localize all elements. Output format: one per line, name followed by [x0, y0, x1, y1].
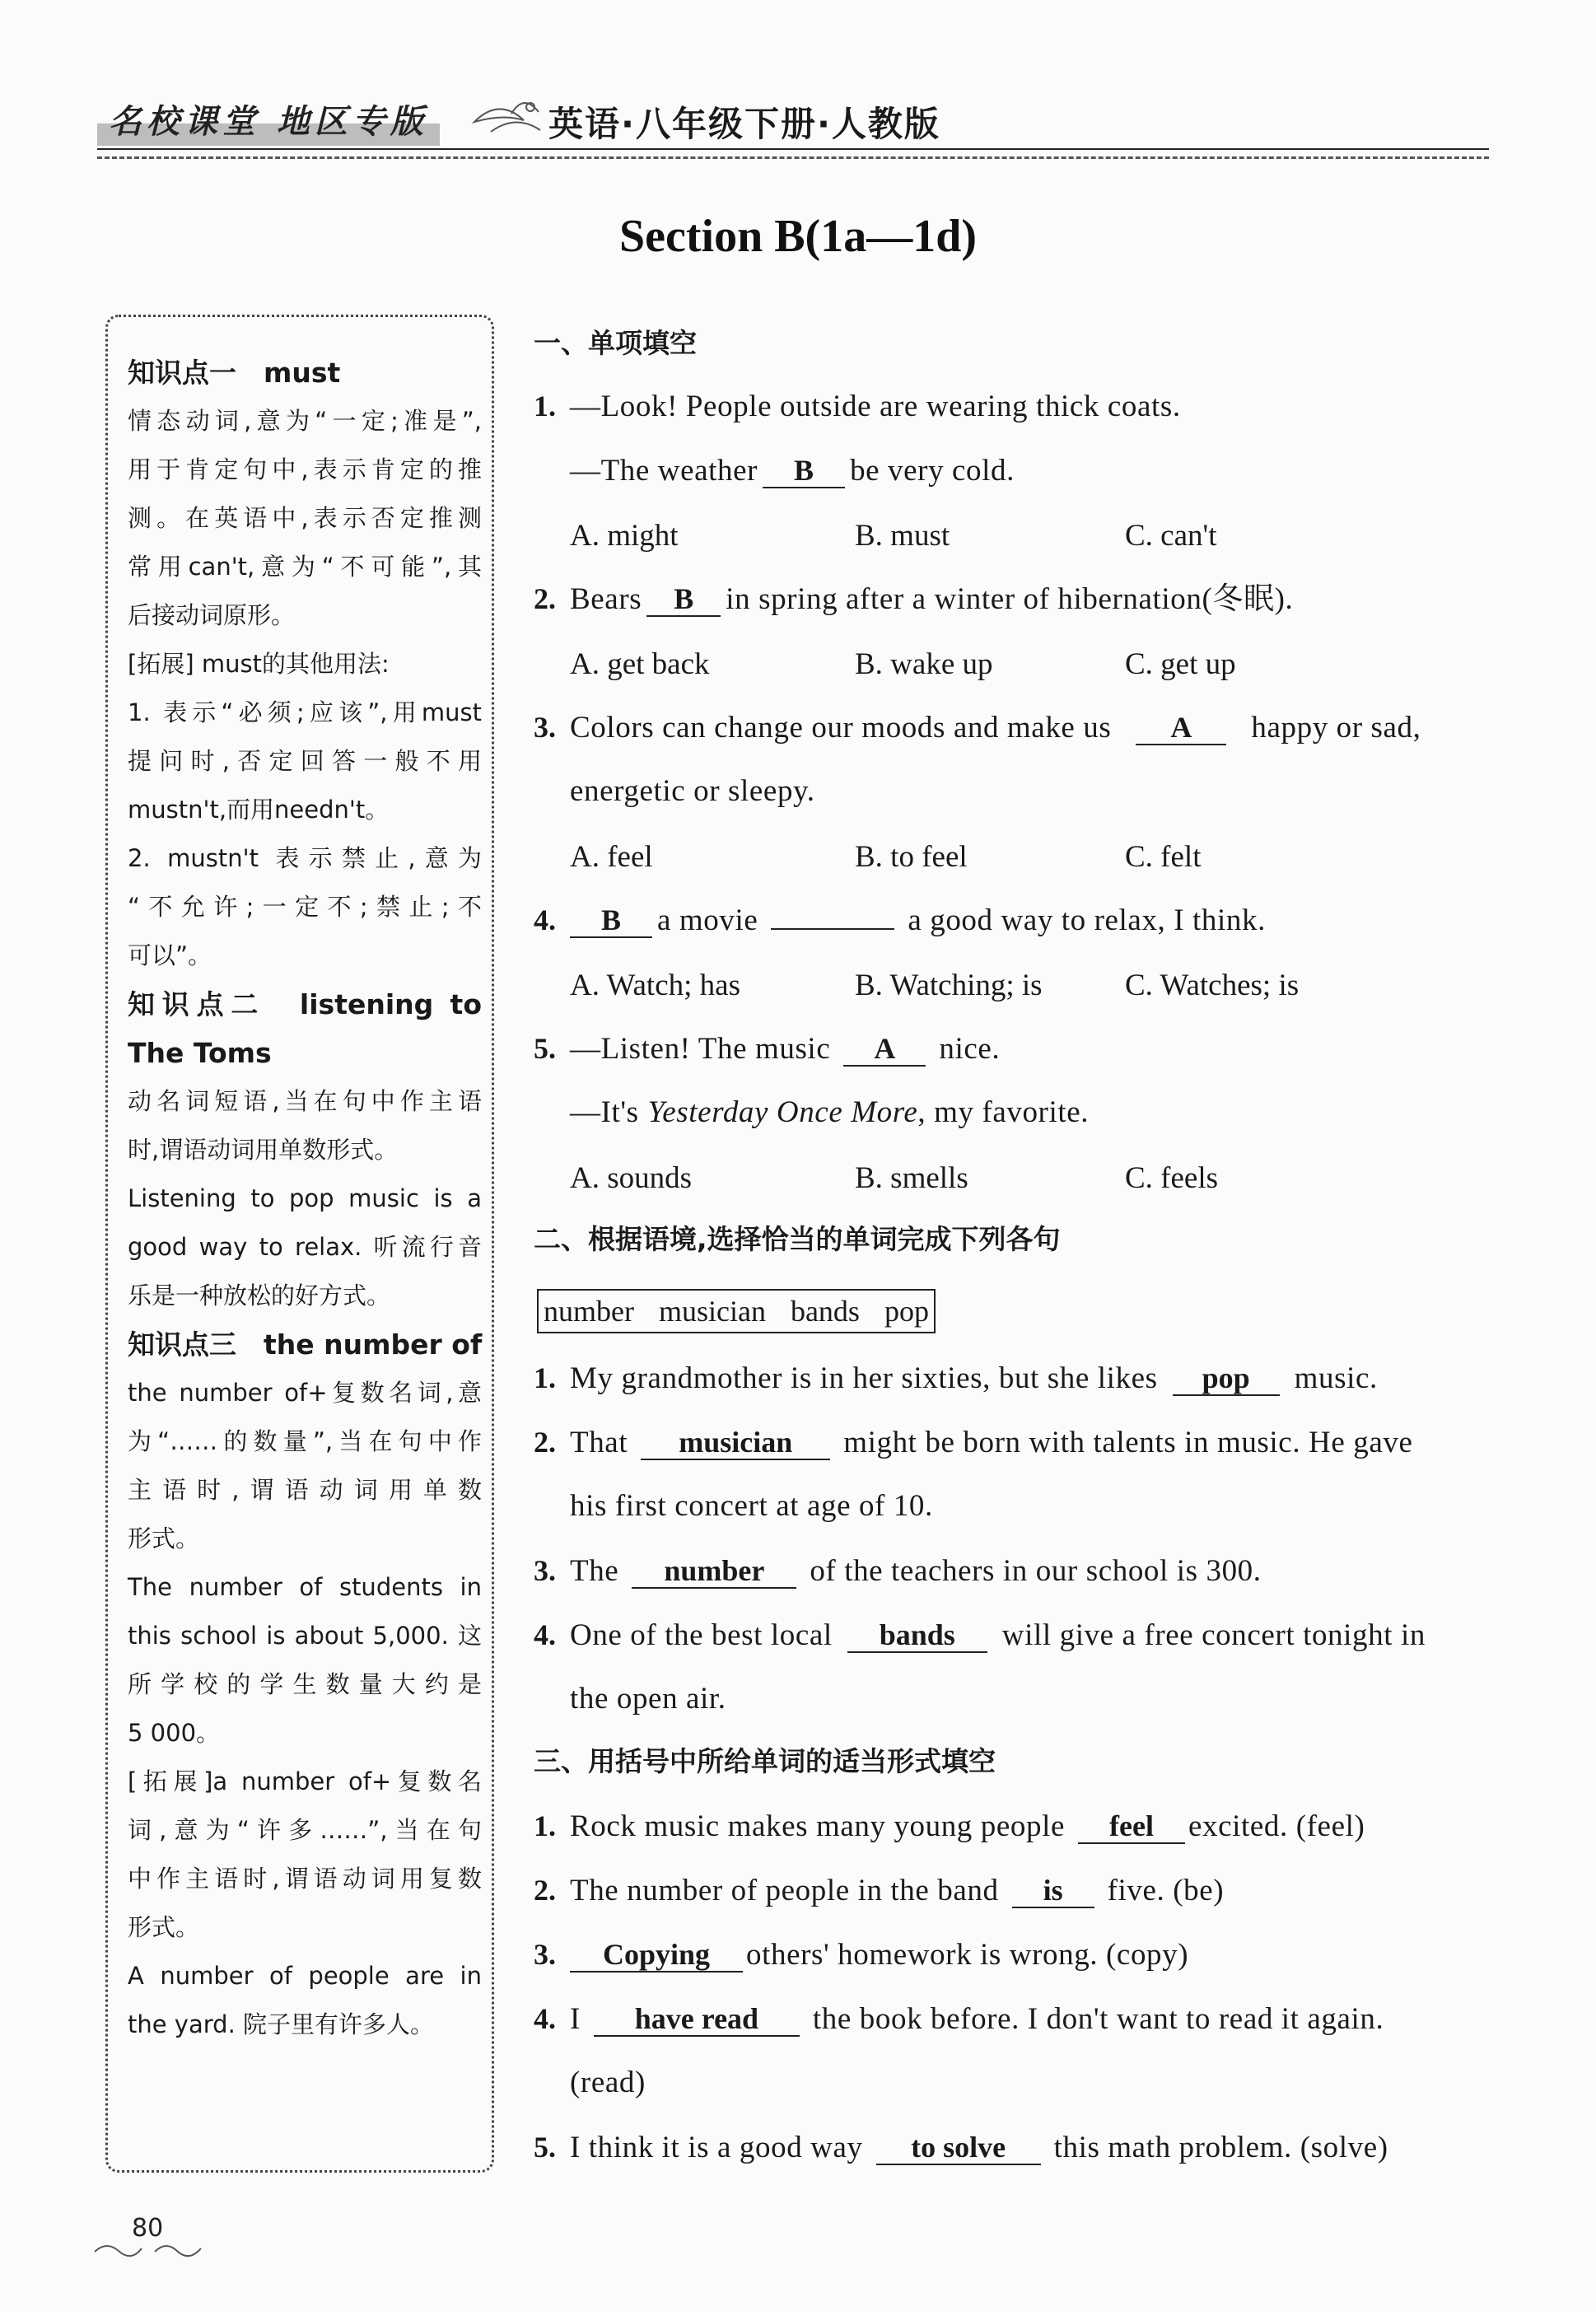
question [534, 2131, 1388, 2165]
series-name: 名校课堂 地区专版 [97, 96, 440, 146]
sidebar-line: 时,谓语动词用单数形式。 [128, 1136, 399, 1164]
option: B. must [855, 519, 950, 553]
option: B. wake up [855, 647, 993, 681]
question-text: Rock music makes many young people [570, 1809, 1065, 1843]
question [534, 1874, 1224, 1908]
question [534, 1032, 1000, 1067]
question-number: 1. [534, 390, 556, 423]
question-number: 2. [534, 1874, 556, 1907]
question-text: a movie [657, 903, 758, 937]
sidebar-line: 知识点二 listening to [128, 988, 482, 1020]
question [534, 582, 1293, 617]
question-line [534, 775, 815, 808]
sidebar-line: [拓展] must的其他用法: [128, 650, 390, 678]
sidebar-line: the yard. 院子里有许多人。 [128, 2010, 435, 2038]
option: A. get back [570, 647, 710, 681]
sidebar-line: 2. mustn't 表示禁止,意为 [128, 844, 482, 872]
question-text: I [570, 2002, 581, 2036]
question-text: nice. [939, 1032, 1001, 1066]
sidebar-line: 可以”。 [128, 941, 212, 969]
question-text: (read) [570, 2066, 646, 2099]
sidebar-line: 知识点三 the number of [128, 1328, 483, 1361]
sidebar-line: the number of+复数名词,意 [128, 1379, 482, 1407]
sidebar-line: 知识点一 must [128, 357, 341, 389]
answer-blank: is [1012, 1874, 1094, 1908]
question-text: —Look! People outside are wearing thick coats. [570, 390, 1181, 423]
word-option: pop [884, 1295, 929, 1328]
page-header [97, 81, 1489, 160]
question-number: 3. [534, 1554, 556, 1587]
question-number: 4. [534, 2002, 556, 2035]
question-number: 4. [534, 903, 556, 936]
sidebar-line: A number of people are in [128, 1962, 482, 1990]
answer-blank: B [646, 582, 721, 617]
question-text: I think it is a good way [570, 2131, 863, 2164]
question [534, 711, 1421, 745]
sidebar-line: good way to relax. 听流行音 [128, 1233, 482, 1261]
sidebar-line: 情态动词,意为“一定;准是”, [128, 407, 482, 435]
sidebar-line: “不允许;一定不;禁止;不 [128, 893, 482, 921]
answer-blank: B [763, 454, 845, 488]
question-number: 3. [534, 1938, 556, 1971]
question-number: 1. [534, 1809, 556, 1842]
sidebar-line: The number of students in [128, 1573, 482, 1601]
question-text: The [570, 1554, 619, 1588]
question-text: happy or sad, [1251, 711, 1421, 745]
option: C. felt [1125, 840, 1202, 874]
sidebar-line: 测。在英语中,表示否定推测 [128, 504, 482, 532]
question-line [534, 1096, 1089, 1129]
question [534, 390, 1181, 423]
question-text: a good way to relax, I think. [908, 903, 1266, 937]
question-line [534, 2066, 646, 2099]
answer-blank: feel [1078, 1809, 1185, 1844]
answer-blank: have read [594, 2002, 800, 2037]
sidebar-line: 主语时,谓语动词用单数 [128, 1476, 482, 1504]
question-text: —Listen! The music [570, 1032, 831, 1066]
question-line [534, 1490, 933, 1523]
option: B. smells [855, 1161, 968, 1195]
answer-blank: musician [641, 1426, 830, 1460]
question-number: 1. [534, 1361, 556, 1394]
header-rule [97, 148, 1489, 150]
section-heading-3: 三、用括号中所给单词的适当形式填空 [534, 1745, 996, 1777]
sidebar-line: 乐是一种放松的好方式。 [128, 1282, 391, 1310]
option: A. sounds [570, 1161, 693, 1195]
option: B. to feel [855, 840, 968, 874]
sidebar-line: this school is about 5,000. 这 [128, 1622, 482, 1650]
question-number: 3. [534, 711, 556, 744]
option: C. get up [1125, 647, 1236, 681]
page-number: 80 [132, 2214, 164, 2243]
question-text: energetic or sleepy. [570, 774, 815, 808]
question [534, 1618, 1426, 1653]
question-number: 4. [534, 1618, 556, 1651]
option: C. can't [1125, 519, 1217, 553]
question-text: Colors can change our moods and make us [570, 711, 1112, 745]
sidebar-line: 后接动词原形。 [128, 601, 296, 629]
answer-blank-empty [771, 928, 894, 930]
section-heading-2: 二、根据语境,选择恰当的单词完成下列各句 [534, 1223, 1061, 1255]
sidebar-line: Listening to pop music is a [128, 1184, 482, 1212]
question-text: One of the best local [570, 1618, 833, 1652]
option: A. feel [570, 840, 653, 874]
question-text: music. [1294, 1361, 1378, 1395]
question-text: the open air. [570, 1682, 726, 1716]
question [534, 1554, 1262, 1589]
question-text: his first concert at age of 10. [570, 1489, 933, 1523]
question [534, 1361, 1378, 1396]
swirl-ornament-icon [91, 2234, 206, 2263]
sidebar-line: 形式。 [128, 1524, 200, 1552]
question-text: My grandmother is in her sixties, but she likes [570, 1361, 1158, 1395]
question [534, 903, 1266, 938]
sidebar-line: 提问时,否定回答一般不用 [128, 747, 482, 775]
sidebar-line: 动名词短语,当在句中作主语 [128, 1087, 482, 1115]
question-number: 2. [534, 582, 556, 615]
question-text: the book before. I don't want to read it again. [812, 2002, 1384, 2036]
sidebar-line: 1. 表示“必须;应该”,用must [128, 698, 482, 726]
option: B. Watching; is [855, 969, 1043, 1002]
question-text: this math problem. (solve) [1053, 2131, 1388, 2164]
question [534, 2002, 1384, 2037]
answer-blank: to solve [876, 2131, 1041, 2165]
question-text: The number of people in the band [570, 1874, 999, 1907]
word-box [537, 1289, 936, 1333]
page-title: Section B(1a—1d) [619, 211, 977, 262]
question-text: five. (be) [1107, 1874, 1225, 1907]
option: A. Watch; has [570, 969, 740, 1002]
header-rule-dashed [97, 156, 1489, 159]
answer-blank: A [1136, 711, 1226, 745]
question-line [534, 454, 1015, 488]
question [534, 1426, 1412, 1460]
option: A. might [570, 519, 679, 553]
question-number: 5. [534, 2131, 556, 2164]
sidebar-line: 词,意为“许多……”,当在句 [128, 1816, 482, 1844]
question-text: —The weather [570, 454, 758, 488]
question-text: excited. (feel) [1188, 1809, 1365, 1843]
question-line [534, 1683, 726, 1716]
question-text: others' homework is wrong. (copy) [746, 1938, 1189, 1972]
sidebar-line: 为“……的数量”,当在句中作 [128, 1427, 482, 1455]
sidebar-line: 5 000。 [128, 1719, 221, 1747]
knowledge-sidebar [105, 315, 494, 2173]
question-number: 2. [534, 1426, 556, 1459]
answer-blank: number [632, 1554, 796, 1589]
answer-blank: bands [847, 1618, 987, 1653]
sidebar-line: [拓展]a number of+复数名 [128, 1767, 482, 1795]
question [534, 1938, 1188, 1973]
question-text: , my favorite. [917, 1095, 1090, 1129]
answer-blank: A [843, 1032, 926, 1067]
sidebar-line: 形式。 [128, 1913, 200, 1941]
word-option: musician [658, 1295, 766, 1328]
question-text: —It's [570, 1095, 639, 1129]
sidebar-line: 常用can't,意为“不可能”,其 [128, 553, 482, 581]
answer-blank: B [570, 903, 652, 938]
question-text: might be born with talents in music. He gave [843, 1426, 1413, 1459]
question-number: 5. [534, 1032, 556, 1065]
option: C. feels [1125, 1161, 1219, 1195]
sidebar-line: 用于肯定句中,表示肯定的推 [128, 455, 482, 483]
question-text: That [570, 1426, 628, 1459]
question-text: in spring after a winter of hibernation(冬眠). [726, 582, 1294, 616]
question [534, 1809, 1365, 1844]
sidebar-line: mustn't,而用needn't。 [128, 796, 390, 824]
sidebar-line: The Toms [128, 1037, 272, 1069]
question-text: be very cold. [850, 454, 1015, 488]
section-heading-1: 一、单项填空 [534, 327, 697, 359]
sidebar-line: 所学校的学生数量大约是 [128, 1670, 482, 1698]
song-title: Yesterday Once More [647, 1095, 918, 1129]
question-text: will give a free concert tonight in [1001, 1618, 1426, 1652]
word-option: bands [790, 1295, 860, 1328]
question-text: Bears [570, 582, 642, 616]
option: C. Watches; is [1125, 969, 1300, 1002]
question-text: of the teachers in our school is 300. [810, 1554, 1262, 1588]
answer-blank: Copying [570, 1938, 743, 1973]
sidebar-line: 中作主语时,谓语动词用复数 [128, 1865, 482, 1893]
book-title: 英语·八年级下册·人教版 [548, 104, 940, 144]
answer-blank: pop [1173, 1361, 1280, 1396]
word-option: number [544, 1295, 634, 1328]
